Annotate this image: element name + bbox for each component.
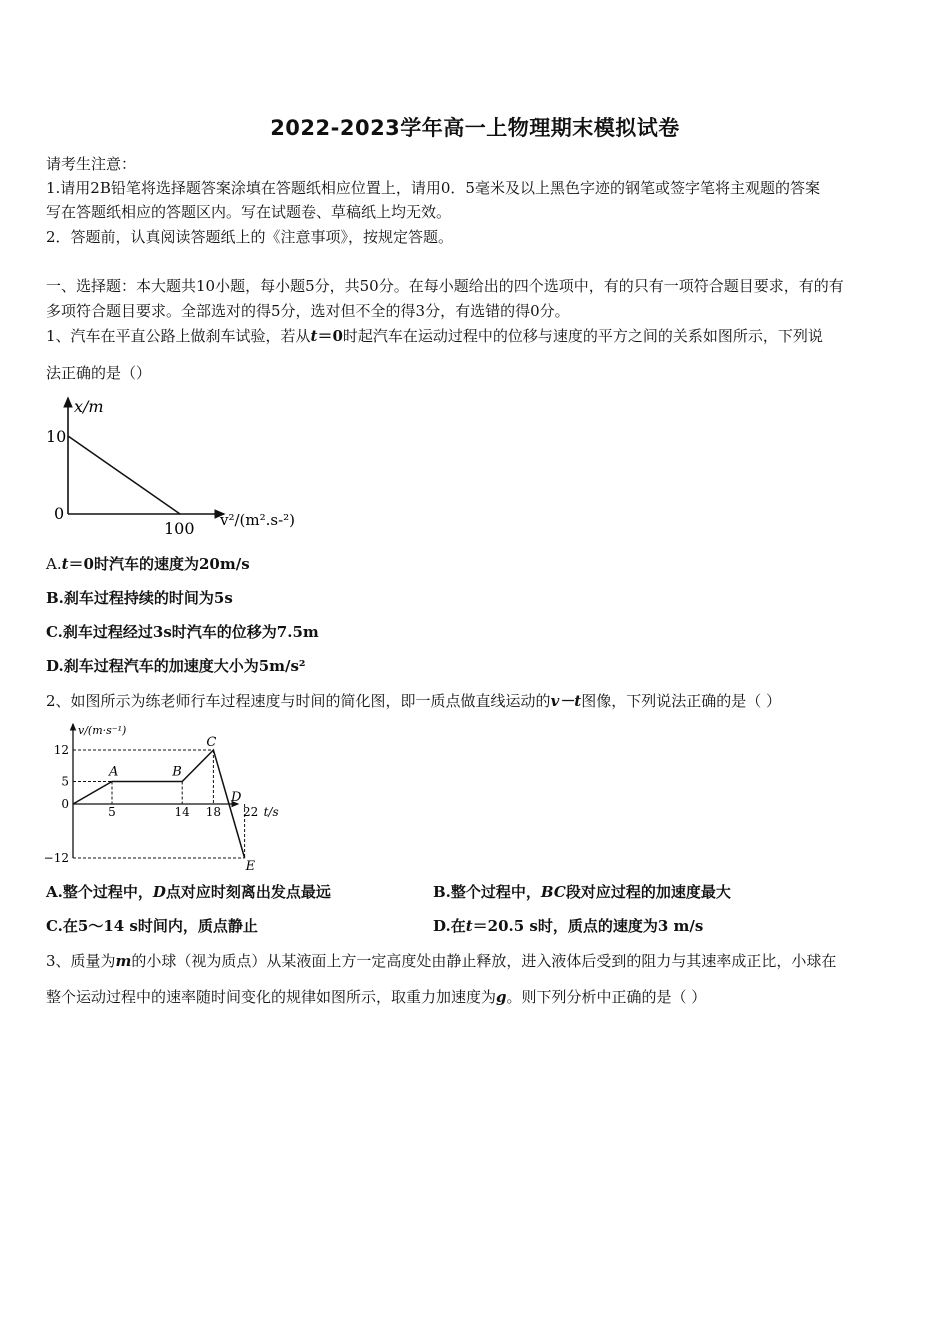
q1-origin: 0 bbox=[54, 504, 65, 523]
q2-x-tick-1: 14 bbox=[174, 805, 190, 819]
notice-item-1: 1.请用2B铅笔将选择题答案涂填在答题纸相应位置上，请用0．5毫米及以上黑色字迹的钢笔或签字笔将主观题的答案 bbox=[46, 179, 820, 197]
q2-option-b-prefix: B.整个过程中， bbox=[433, 883, 541, 901]
q2-stem-var: v－t bbox=[550, 692, 582, 710]
q2-point-E: E bbox=[245, 859, 256, 874]
q2-option-b[interactable] bbox=[433, 881, 731, 903]
q2-point-A: A bbox=[109, 764, 119, 780]
notice-item-2: 2．答题前，认真阅读答题纸上的《注意事项》，按规定答题。 bbox=[46, 228, 454, 246]
q2-graph bbox=[40, 718, 279, 874]
q2-stem-part-a: 2、如图所示为练老师行车过程速度与时间的简化图，即一质点做直线运动的 bbox=[46, 692, 551, 710]
q1-x-tick: 100 bbox=[164, 519, 195, 538]
notice-item-1-cont: 写在答题纸相应的答题区内。写在试题卷、草稿纸上均无效。 bbox=[46, 203, 452, 221]
q2-option-c[interactable]: C.在5～14 s时间内，质点静止 bbox=[46, 917, 258, 935]
q1-option-b[interactable]: B.刹车过程持续的时间为5s bbox=[46, 589, 233, 607]
section-instructions-1: 一、选择题：本大题共10小题，每小题5分，共50分。在每小题给出的四个选项中，有的只有一项符合题目要求，有的有 bbox=[46, 277, 844, 295]
q2-option-a-prefix: A.整个过程中， bbox=[46, 883, 153, 901]
q3-line2-part-a: 整个运动过程中的速率随时间变化的规律如图所示，取重力加速度为 bbox=[46, 988, 497, 1006]
q2-option-d-prefix: D.在 bbox=[433, 917, 466, 935]
q2-x-tick-3: 22 bbox=[242, 805, 259, 819]
q1-graph bbox=[40, 392, 320, 542]
q1-stem-var: t bbox=[310, 327, 318, 345]
q2-option-a-text: 点对应时刻离出发点最远 bbox=[165, 883, 331, 901]
section-instructions-2: 多项符合题目要求。全部选对的得5分，选对但不全的得3分，有选错的得0分。 bbox=[46, 302, 570, 320]
q1-stem bbox=[46, 324, 908, 348]
q1-option-a[interactable] bbox=[46, 553, 250, 575]
q2-y-label: v/(m·s⁻¹) bbox=[78, 724, 127, 737]
notice-heading: 请考生注意： bbox=[46, 155, 137, 173]
q2-point-C: C bbox=[206, 735, 217, 750]
q2-option-d-var: t bbox=[465, 917, 473, 935]
q1-option-a-var: t bbox=[61, 555, 69, 573]
q2-option-a[interactable] bbox=[46, 881, 331, 903]
q1-stem-part-a: 1、汽车在平直公路上做刹车试验，若从 bbox=[46, 327, 311, 345]
q3-line2-var: g bbox=[496, 988, 507, 1006]
q2-x-label: t/s bbox=[263, 805, 279, 819]
q1-stem-line2: 法正确的是（） bbox=[46, 364, 152, 382]
q2-option-d[interactable] bbox=[433, 915, 703, 937]
q2-option-b-var: BC bbox=[540, 883, 566, 901]
q2-option-b-text: 段对应过程的加速度最大 bbox=[565, 883, 731, 901]
q3-stem-line2 bbox=[46, 985, 908, 1009]
q2-y-tick-0: 12 bbox=[53, 743, 69, 757]
q3-line2-part-b: 。则下列分析中正确的是（ ） bbox=[506, 988, 707, 1006]
q2-point-D: D bbox=[231, 790, 242, 805]
q1-x-label: v²/(m².s-²) bbox=[220, 511, 296, 529]
q2-point-B: B bbox=[172, 764, 182, 780]
q3-stem-part-a: 3、质量为 bbox=[46, 952, 116, 970]
page-title: 2022-2023学年高一上物理期末模拟试卷 bbox=[270, 116, 680, 140]
q1-option-c[interactable]: C.刹车过程经过3s时汽车的位移为7.5m bbox=[46, 623, 319, 641]
q1-y-tick: 10 bbox=[46, 427, 67, 446]
q1-option-a-text: ＝0时汽车的速度为20m/s bbox=[68, 555, 250, 573]
q2-y-tick-1: 5 bbox=[61, 774, 69, 789]
q1-option-d[interactable]: D.刹车过程汽车的加速度大小为5m/s² bbox=[46, 657, 306, 675]
q3-stem-var: m bbox=[115, 952, 132, 970]
q2-option-d-text: ＝20.5 s时，质点的速度为3 m/s bbox=[472, 917, 704, 935]
q2-option-a-var: D bbox=[152, 883, 166, 901]
q3-stem-part-b: 的小球（视为质点）从某液面上方一定高度处由静止释放，进入液体后受到的阻力与其速率成正比，小球在 bbox=[131, 952, 837, 970]
q1-option-a-prefix: A. bbox=[46, 555, 62, 573]
q1-y-label: x/m bbox=[74, 397, 104, 416]
q2-x-tick-2: 18 bbox=[205, 805, 222, 819]
q1-stem-part-b: ＝0 bbox=[317, 327, 343, 345]
q2-y-tick-2: 0 bbox=[61, 797, 69, 811]
q2-y-tick-3: −12 bbox=[43, 851, 69, 865]
q2-x-tick-0: 5 bbox=[108, 805, 116, 819]
q1-stem-part-c: 时起汽车在运动过程中的位移与速度的平方之间的关系如图所示，下列说 bbox=[342, 327, 823, 345]
q3-stem bbox=[46, 949, 908, 973]
q1-graph-line bbox=[68, 436, 180, 514]
q2-stem-part-b: 图像，下列说法正确的是（ ） bbox=[581, 692, 781, 710]
q2-stem bbox=[46, 689, 908, 713]
